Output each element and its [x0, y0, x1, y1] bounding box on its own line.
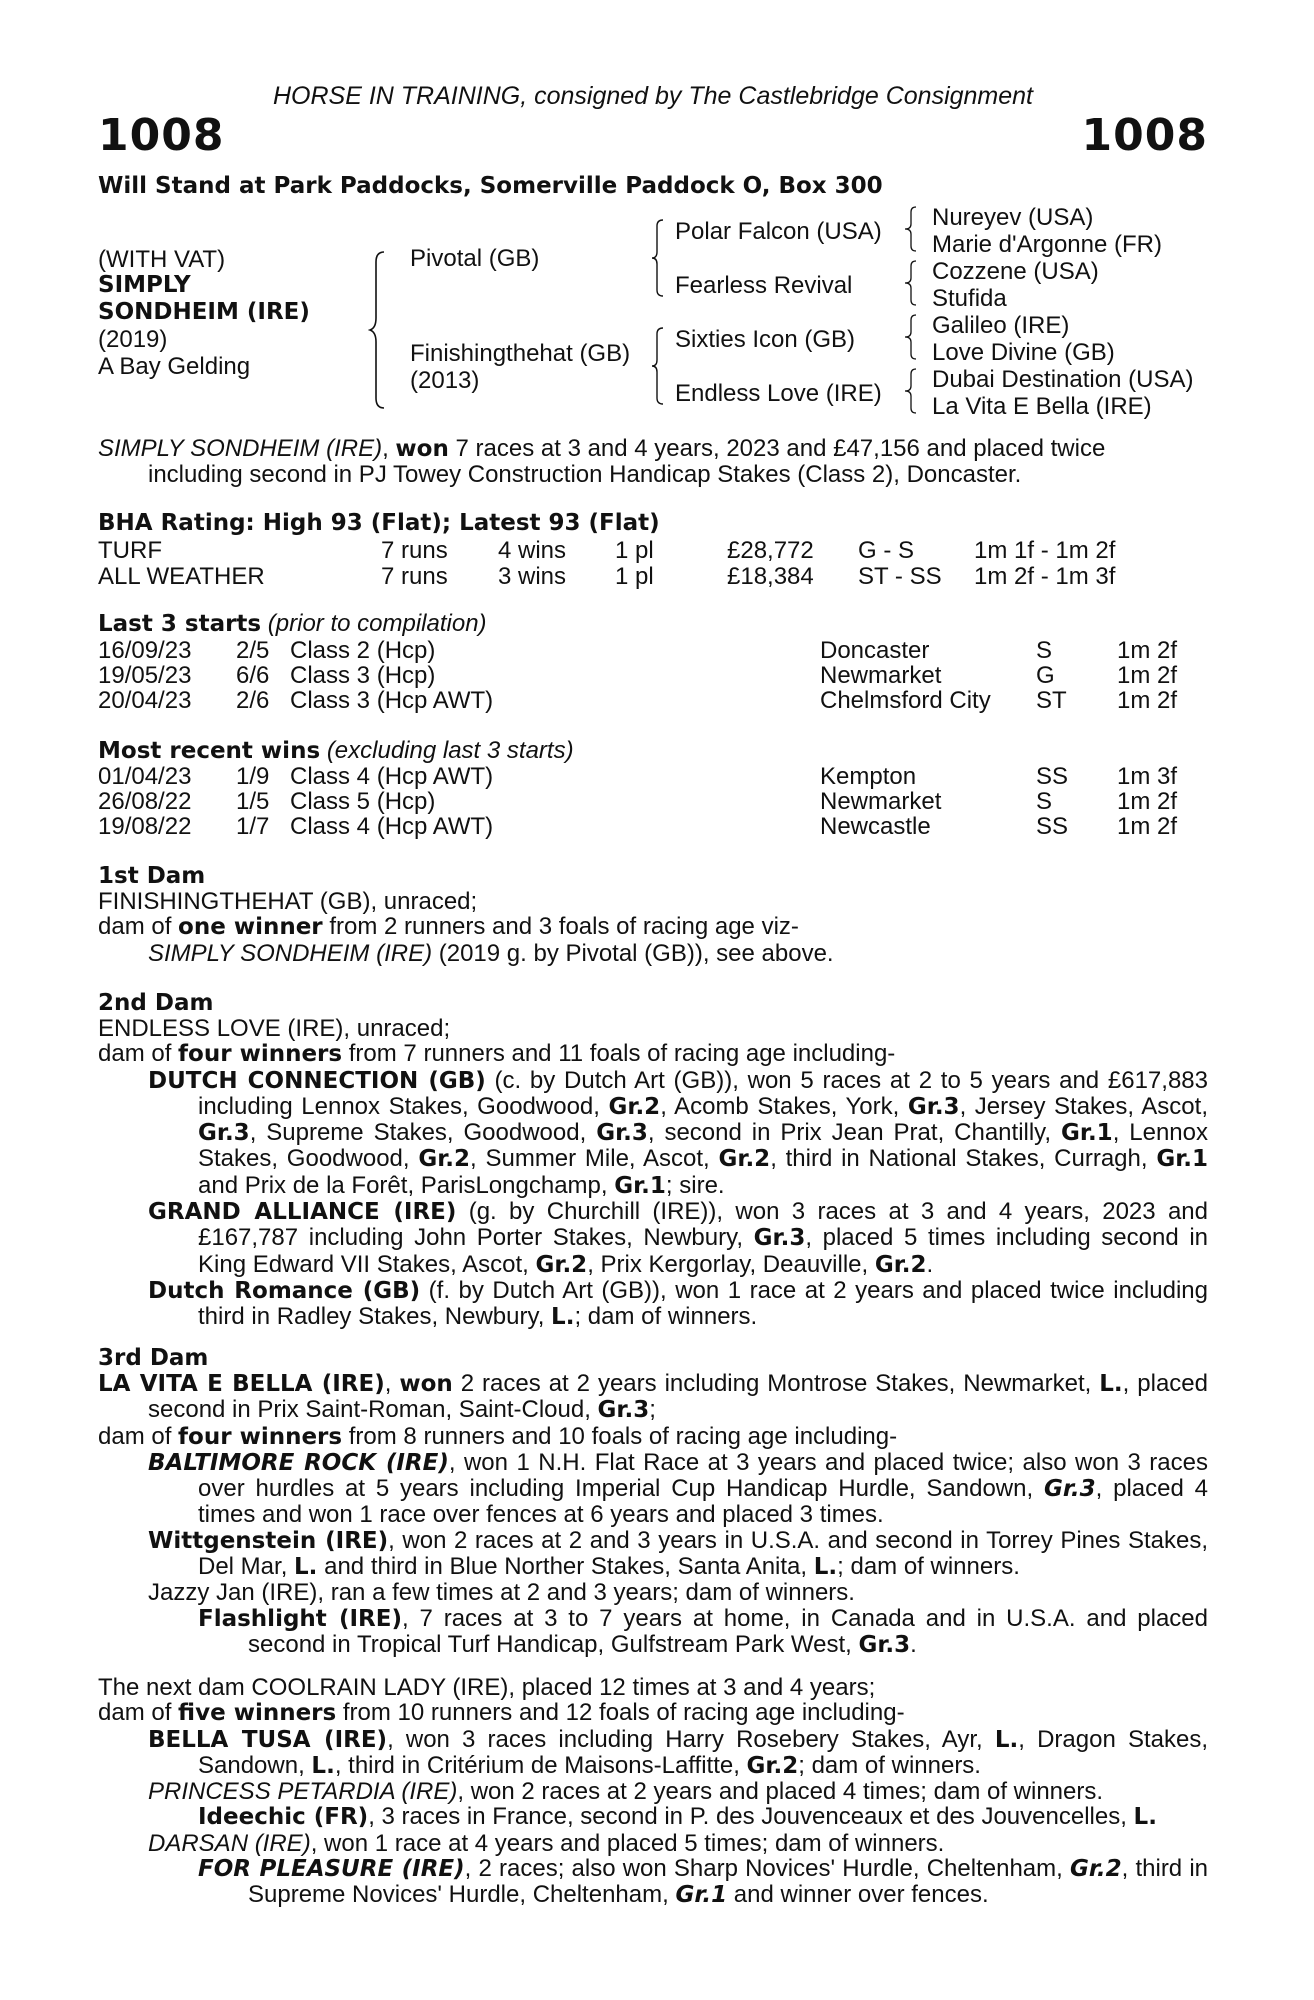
pedigree-dd-sire: Dubai Destination (USA)	[932, 366, 1194, 393]
dam3-offspring-3: Jazzy Jan (IRE), ran a few times at 2 and 3 years; dam of winners.	[148, 1579, 855, 1607]
dam1-line2c: from 2 runners and 3 foals of racing age viz-	[322, 913, 799, 941]
rating-going: G - S	[858, 537, 915, 564]
last3-heading	[98, 610, 487, 638]
dam3-line2a: dam of	[98, 1422, 179, 1450]
rating-surface: TURF	[98, 537, 162, 564]
pedigree-ss-sire: Nureyev (USA)	[932, 204, 1094, 231]
start-date: 19/05/23	[98, 662, 192, 689]
last3-title: Last 3 starts	[98, 611, 262, 637]
rating-earnings: £18,384	[727, 563, 814, 590]
win-course: Newcastle	[820, 813, 931, 840]
start-class: Class 3 (Hcp AWT)	[290, 687, 494, 714]
win-row	[98, 813, 1208, 839]
consignment-header: HORSE IN TRAINING, consigned by The Castlebridge Consignment	[272, 82, 1034, 110]
pedigree-sire: Pivotal (GB)	[410, 245, 540, 272]
wins-heading	[98, 737, 574, 765]
dam3-text	[98, 1371, 1208, 1658]
start-course: Newmarket	[820, 662, 942, 689]
lot-number-right: 1008	[1081, 110, 1208, 161]
win-date: 26/08/22	[98, 788, 192, 815]
start-distance: 1m 2f	[1117, 687, 1178, 714]
win-class: Class 5 (Hcp)	[290, 788, 436, 815]
dam3-name: LA VITA E BELLA (IRE)	[98, 1371, 385, 1397]
start-going: ST	[1036, 687, 1067, 714]
win-position: 1/9	[236, 763, 270, 790]
race-summary: SIMPLY SONDHEIM (IRE), won 7 races at 3 and 4 years, 2023 and £47,156 and placed twice including second in PJ Towey Construction Handicap Stakes (Class 2), Doncaster.	[98, 435, 1106, 489]
dam2-winners: four winners	[178, 1041, 343, 1068]
next-dam-line2a: dam of	[98, 1699, 179, 1727]
rating-row-aw	[98, 563, 1208, 589]
dam3-winners: four winners	[178, 1423, 343, 1450]
dam1-line3	[98, 941, 1208, 966]
dam2-offspring-2: GRAND ALLIANCE (IRE) (g. by Churchill (IRE)), won 3 races at 3 and 4 years, 2023 and £167,787 including John Porter Stakes, Newbury, Gr.3, placed 5 times including second in King Edward VII Stakes, Ascot, Gr.2, Prix Kergorlay, Deauville, Gr.2.	[148, 1198, 1209, 1278]
start-distance: 1m 2f	[1117, 637, 1178, 664]
dam3-offspring-4: Flashlight (IRE), 7 races at 3 to 7 years at home, in Canada and in U.S.A. and placed second in Tropical Turf Handicap, Gulfstream Park West, Gr.3.	[198, 1604, 1208, 1658]
dam3-won: won	[399, 1371, 453, 1397]
win-course: Newmarket	[820, 788, 942, 815]
pedigree-brace-dam	[650, 326, 666, 406]
pedigree-ds-sire: Galileo (IRE)	[932, 312, 1070, 339]
pedigree-dam-year: (2013)	[410, 367, 480, 394]
next-dam-offspring-4: DARSAN (IRE), won 1 race at 4 years and placed 5 times; dam of winners.	[148, 1829, 945, 1857]
dam2-offspring-1: DUTCH CONNECTION (GB) (c. by Dutch Art (GB)), won 5 races at 2 to 5 years and £617,883 including Lennox Stakes, Goodwood, Gr.2, Acomb Stakes, York, Gr.3, Jersey Stakes, Ascot, Gr.3, Supreme Stakes, Goodwood, Gr.3, second in Prix Jean Prat, Chantilly, Gr.1, Lennox Stakes, Goodwood, Gr.2, Summer Mile, Ascot, Gr.2, third in National Stakes, Curragh, Gr.1 and Prix de la Forêt, ParisLongchamp, Gr.1; sire.	[148, 1066, 1209, 1199]
dam2-line2	[98, 1041, 1208, 1067]
win-position: 1/7	[236, 813, 270, 840]
pedigree-dam-sire: Sixties Icon (GB)	[675, 326, 856, 353]
dam1-text	[98, 889, 1208, 966]
next-dam-offspring-5: FOR PLEASURE (IRE), 2 races; also won Sharp Novices' Hurdle, Cheltenham, Gr.2, third in Supreme Novices' Hurdle, Cheltenham, Gr.1 and winner over fences.	[198, 1855, 1208, 1909]
rating-distance: 1m 2f - 1m 3f	[974, 563, 1116, 590]
pedigree-brace-gs4	[903, 367, 919, 415]
horse-name-line1: SIMPLY	[98, 272, 191, 298]
pedigree-brace-gs2	[903, 259, 919, 307]
next-dam-line1: The next dam COOLRAIN LADY (IRE), placed 12 times at 3 and 4 years;	[98, 1674, 876, 1701]
last3-row	[98, 637, 1208, 663]
pedigree-brace-gs3	[903, 313, 919, 361]
summary-horse-name: SIMPLY SONDHEIM (IRE)	[98, 435, 383, 462]
next-dam-text	[98, 1675, 1208, 1909]
dam3-line2c: from 8 runners and 10 foals of racing age including-	[342, 1422, 898, 1450]
rating-runs: 7 runs	[381, 563, 448, 590]
next-dam-line2c: from 10 runners and 12 foals of racing age including-	[336, 1699, 905, 1727]
rating-going: ST - SS	[858, 563, 942, 590]
rating-row-turf	[98, 537, 1208, 563]
start-course: Doncaster	[820, 637, 930, 664]
horse-name-line2: SONDHEIM (IRE)	[98, 299, 310, 325]
vat-label: (WITH VAT)	[98, 246, 226, 273]
summary-text-2: including second in PJ Towey Construction Handicap Stakes (Class 2), Doncaster.	[148, 461, 1022, 489]
dam3-line1: LA VITA E BELLA (IRE), won 2 races at 2 years including Montrose Stakes, Newmarket, L., placed second in Prix Saint-Roman, Saint-Cloud, Gr.3;	[98, 1370, 1208, 1424]
dam1-offspring: SIMPLY SONDHEIM (IRE)	[148, 939, 433, 967]
pedigree-dam: Finishingthehat (GB)	[410, 340, 631, 367]
rating-wins: 4 wins	[498, 537, 567, 564]
dam2-title: 2nd Dam	[98, 990, 214, 1016]
start-course: Chelmsford City	[820, 687, 991, 714]
rating-runs: 7 runs	[381, 537, 448, 564]
pedigree-sire-sire: Polar Falcon (USA)	[675, 218, 882, 245]
wins-note: (excluding last 3 starts)	[326, 737, 574, 764]
pedigree-ss-dam: Marie d'Argonne (FR)	[932, 231, 1162, 258]
start-class: Class 3 (Hcp)	[290, 662, 436, 689]
horse-year: (2019)	[98, 326, 168, 353]
rating-surface: ALL WEATHER	[98, 563, 265, 590]
start-position: 2/6	[236, 687, 270, 714]
dam3-offspring-2: Wittgenstein (IRE), won 2 races at 2 and 3 years in U.S.A. and second in Torrey Pines Stakes, Del Mar, L. and third in Blue Norther Stakes, Santa Anita, L.; dam of winners.	[148, 1526, 1208, 1581]
pedigree-ds-dam: Love Divine (GB)	[932, 339, 1115, 366]
start-distance: 1m 2f	[1117, 662, 1178, 689]
start-going: G	[1036, 662, 1055, 689]
pedigree-sd-sire: Cozzene (USA)	[932, 258, 1099, 285]
start-date: 20/04/23	[98, 687, 192, 714]
dam1-title: 1st Dam	[98, 863, 206, 889]
dam2-offspring-3: Dutch Romance (GB) (f. by Dutch Art (GB)), won 1 race at 2 years and placed twice including third in Radley Stakes, Newbury, L.; dam of winners.	[148, 1276, 1208, 1331]
lot-number-left: 1008	[98, 110, 225, 161]
win-going: S	[1036, 788, 1053, 815]
win-row	[98, 788, 1208, 814]
start-position: 6/6	[236, 662, 270, 689]
pedigree-brace-main	[368, 250, 388, 410]
start-position: 2/5	[236, 637, 270, 664]
next-dam-winners: five winners	[178, 1700, 337, 1727]
pedigree-brace-sire	[650, 218, 666, 298]
win-course: Kempton	[820, 763, 917, 790]
dam3-offspring-1: BALTIMORE ROCK (IRE), won 1 N.H. Flat Race at 3 years and placed twice; also won 3 races over hurdles at 5 years including Imperial Cup Handicap Hurdle, Sandown, Gr.3, placed 4 times and won 1 race over fences at 6 years and placed 3 times.	[148, 1448, 1209, 1529]
dam1-line2a: dam of	[98, 913, 179, 941]
dam2-line2a: dam of	[98, 1040, 179, 1068]
start-date: 16/09/23	[98, 637, 192, 664]
next-dam-line2	[98, 1700, 1208, 1726]
stand-location: Will Stand at Park Paddocks, Somerville Paddock O, Box 300	[98, 173, 883, 199]
horse-description: A Bay Gelding	[98, 353, 251, 380]
rating-earnings: £28,772	[727, 537, 814, 564]
summary-text-1: 7 races at 3 and 4 years, 2023 and £47,156 and placed twice	[448, 435, 1106, 462]
pedigree-dd-dam: La Vita E Bella (IRE)	[932, 393, 1152, 420]
win-row	[98, 763, 1208, 789]
win-class: Class 4 (Hcp AWT)	[290, 813, 494, 840]
start-class: Class 2 (Hcp)	[290, 637, 436, 664]
last3-row	[98, 662, 1208, 688]
dam3-line2	[98, 1424, 1208, 1450]
pedigree-sd-dam: Stufida	[932, 285, 1007, 312]
pedigree-sire-dam: Fearless Revival	[675, 272, 853, 299]
win-position: 1/5	[236, 788, 270, 815]
win-date: 01/04/23	[98, 763, 192, 790]
dam3-title: 3rd Dam	[98, 1345, 209, 1371]
rating-placed: 1 pl	[615, 563, 654, 590]
dam1-line1: FINISHINGTHEHAT (GB), unraced;	[98, 888, 478, 915]
start-going: S	[1036, 637, 1053, 664]
dam1-winners: one winner	[178, 914, 323, 941]
rating-distance: 1m 1f - 1m 2f	[974, 537, 1116, 564]
rating-placed: 1 pl	[615, 537, 654, 564]
win-class: Class 4 (Hcp AWT)	[290, 763, 494, 790]
rating-wins: 3 wins	[498, 563, 567, 590]
last3-row	[98, 687, 1208, 713]
next-dam-offspring-3: Ideechic (FR), 3 races in France, second in P. des Jouvenceaux et des Jouvencelles, L.	[198, 1803, 1157, 1831]
next-dam-offspring-1: BELLA TUSA (IRE), won 3 races including Harry Rosebery Stakes, Ayr, L., Dragon Stakes, Sandown, L., third in Critérium de Maisons-Laffitte, Gr.2; dam of winners.	[148, 1725, 1208, 1779]
dam2-text	[98, 1016, 1208, 1331]
last3-note: (prior to compilation)	[267, 610, 487, 637]
summary-won: won	[395, 436, 449, 462]
next-dam-offspring-2: PRINCESS PETARDIA (IRE), won 2 races at 2 years and placed 4 times; dam of winners.	[148, 1778, 1104, 1806]
pedigree-dam-dam: Endless Love (IRE)	[675, 380, 882, 407]
dam2-line2c: from 7 runners and 11 foals of racing age including-	[342, 1040, 896, 1068]
wins-title: Most recent wins	[98, 738, 321, 764]
win-date: 19/08/22	[98, 813, 192, 840]
win-going: SS	[1036, 763, 1069, 790]
win-distance: 1m 2f	[1117, 788, 1178, 815]
win-distance: 1m 2f	[1117, 813, 1178, 840]
dam2-line1: ENDLESS LOVE (IRE), unraced;	[98, 1015, 451, 1042]
win-going: SS	[1036, 813, 1069, 840]
pedigree-brace-gs1	[903, 205, 919, 253]
dam1-line2	[98, 914, 1208, 940]
win-distance: 1m 3f	[1117, 763, 1178, 790]
bha-rating-title: BHA Rating: High 93 (Flat); Latest 93 (Flat)	[98, 510, 660, 536]
dam1-offspring-detail: (2019 g. by Pivotal (GB)), see above.	[432, 939, 834, 967]
